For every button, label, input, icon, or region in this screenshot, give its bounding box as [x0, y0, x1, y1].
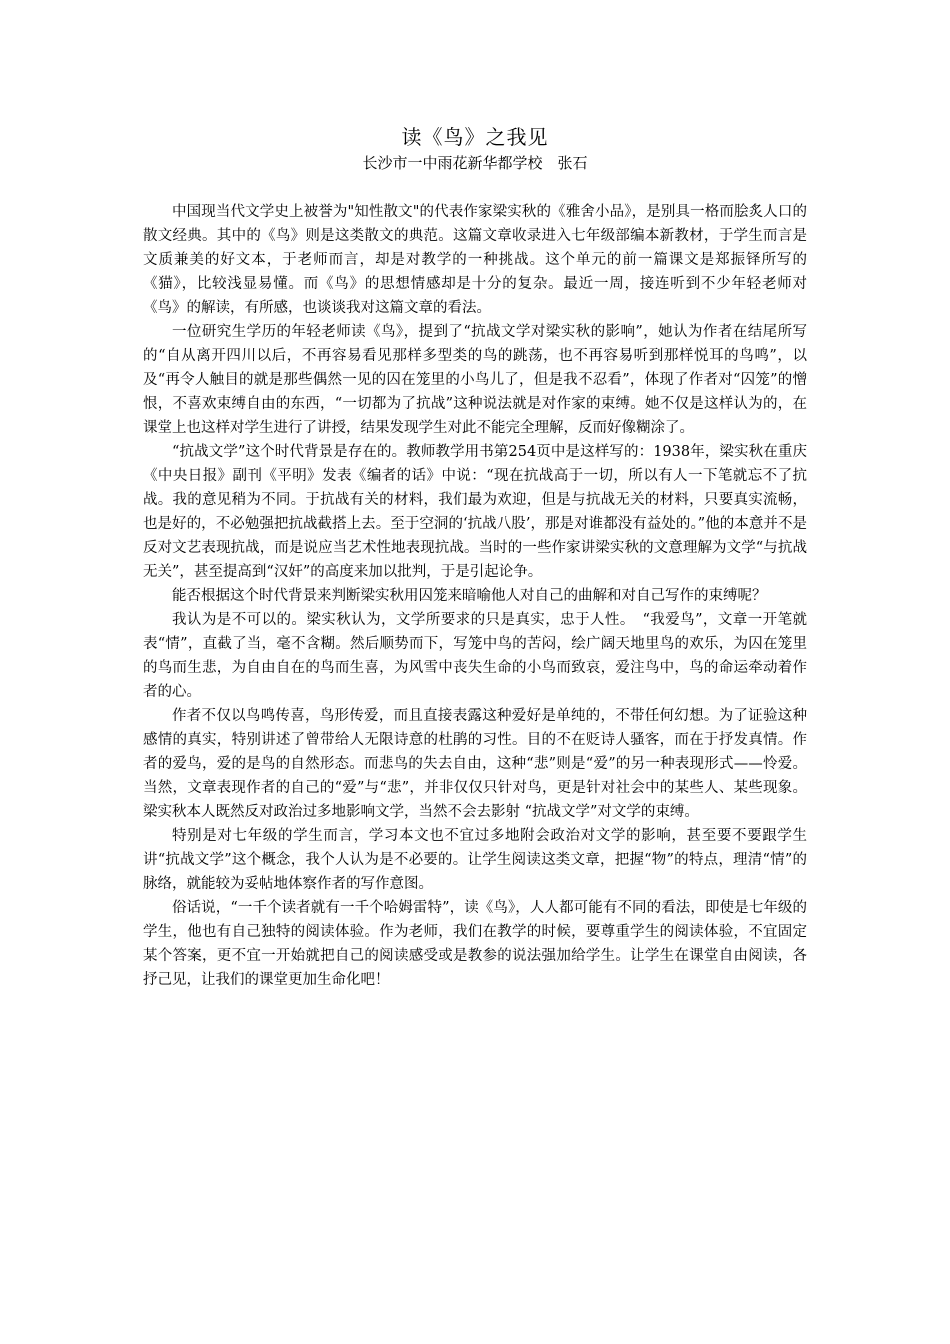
- paragraph-1: 中国现当代文学史上被誉为"知性散文"的代表作家梁实秋的《雅舍小品》，是别具一格而脍炙人口的散文经典。其中的《鸟》则是这类散文的典范。这篇文章收录进入七年级部编本新教材，于学生而言是文质兼美的好文本，于老师而言，却是对教学的一种挑战。这个单元的前一篇课文是郑振铎所写的《猫》，比较浅显易懂。而《鸟》的思想情感却是十分的复杂。最近一周，接连听到不少年轻老师对《鸟》的解读，有所感，也谈谈我对这篇文章的看法。: [143, 204, 807, 316]
- paragraph-8: 俗话说，“一千个读者就有一千个哈姆雷特”，读《鸟》，人人都可能有不同的看法，即使是七年级的学生，他也有自己独特的阅读体验。作为老师，我们在教学的时候，要尊重学生的阅读体验，不宜固定某个答案，更不宜一开始就把自己的阅读感受或是教参的说法强加给学生。让学生在课堂自由阅读，各抒己见，让我们的课堂更加生命化吧！: [143, 900, 807, 988]
- paragraph-3: “抗战文学”这个时代背景是存在的。教师教学用书第254页中是这样写的：1938年，梁实秋在重庆《中央日报》副刊《平明》发表《编者的话》中说：“现在抗战高于一切，所以有人一下笔就忘不了抗战。我的意见稍为不同。于抗战有关的材料，我们最为欢迎，但是与抗战无关的材料，只要真实流畅，也是好的，不必勉强把抗战截搭上去。至于空洞的‘抗战八股’，那是对谁都没有益处的。”他的本意并不是反对文艺表现抗战，而是说应当艺术性地表现抗战。当时的一些作家讲梁实秋的文意理解为文学“与抗战无关”，甚至提高到“汉奸”的高度来加以批判，于是引起论争。: [143, 444, 807, 580]
- paragraph-2: 一位研究生学历的年轻老师读《鸟》，提到了“抗战文学对梁实秋的影响”，她认为作者在结尾所写的“自从离开四川以后，不再容易看见那样多型类的鸟的跳荡，也不再容易听到那样悦耳的鸟鸣”，以及“再令人触目的就是那些偶然一见的囚在笼里的小鸟儿了，但是我不忍看”，体现了作者对“囚笼”的憎恨，不喜欢束缚自由的东西，“一切都为了抗战”这种说法就是对作家的束缚。她不仅是这样认为的，在课堂上也这样对学生进行了讲授，结果发现学生对此不能完全理解，反而好像糊涂了。: [143, 324, 807, 436]
- paragraph-4: 能否根据这个时代背景来判断梁实秋用囚笼来暗喻他人对自己的曲解和对自己写作的束缚呢？: [172, 588, 767, 604]
- paragraph-7: 特别是对七年级的学生而言，学习本文也不宜过多地附会政治对文学的影响，甚至要不要跟学生讲“抗战文学”这个概念，我个人认为是不必要的。让学生阅读这类文章，把握“物”的特点，理清“情”的脉络，就能较为妥帖地体察作者的写作意图。: [143, 828, 807, 892]
- paragraph-6: 作者不仅以鸟鸣传喜，鸟形传爱，而且直接表露这种爱好是单纯的，不带任何幻想。为了证验这种感情的真实，特别讲述了曾带给人无限诗意的杜鹃的习性。目的不在贬诗人骚客，而在于抒发真情。作者的爱鸟，爱的是鸟的自然形态。而悲鸟的失去自由，这种“悲”则是“爱”的另一种表现形式——怜爱。当然，文章表现作者的自己的“爱”与“悲”，并非仅仅只针对鸟，更是针对社会中的某些人、某些现象。梁实秋本人既然反对政治过多地影响文学，当然不会去影射 “抗战文学”对文学的束缚。: [143, 708, 807, 820]
- article-body: [143, 200, 807, 992]
- author-byline: 长沙市一中雨花新华都学校 张石: [362, 154, 588, 172]
- document-page: [143, 122, 807, 992]
- document-title: 读《鸟》之我见: [401, 125, 549, 149]
- paragraph-5: 我认为是不可以的。梁实秋认为，文学所要求的只是真实，忠于人性。 “我爱鸟”，文章一开笔就表“情”，直截了当，毫不含糊。然后顺势而下，写笼中鸟的苦闷，绘广阔天地里鸟的欢乐，为囚在笼里的鸟而生悲，为自由自在的鸟而生喜，为风雪中丧失生命的小鸟而致哀，爱注鸟中，鸟的命运牵动着作者的心。: [143, 612, 807, 700]
